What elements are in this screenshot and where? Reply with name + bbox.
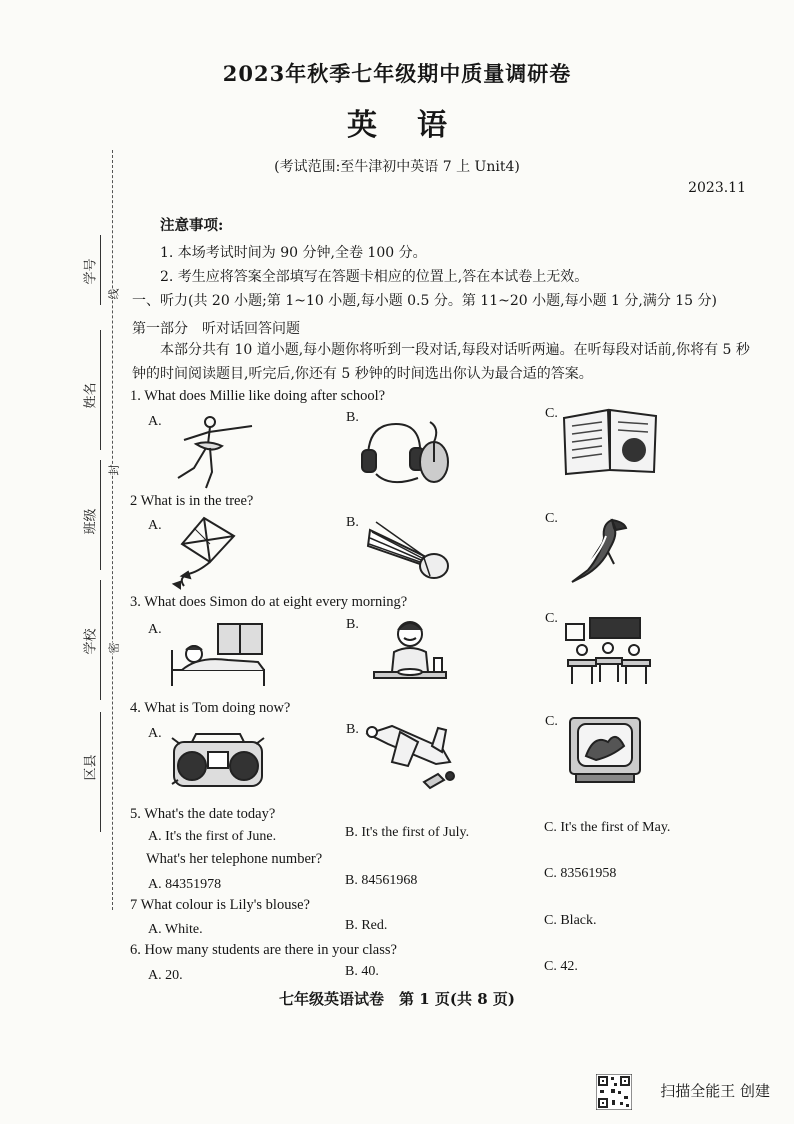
option: B. Red. (345, 918, 388, 933)
option-label: A. (148, 518, 162, 533)
part-heading: 第一部分 听对话回答问题 (132, 321, 300, 337)
district-line (100, 712, 101, 832)
question-4 (130, 700, 290, 717)
question-1 (130, 388, 385, 405)
shuttlecock-icon (364, 516, 454, 582)
class-label: 班级 (83, 508, 99, 535)
option: A. 20. (148, 968, 183, 983)
name-line (100, 330, 101, 450)
option: C. 42. (544, 959, 578, 974)
question-number: 1. (130, 388, 141, 404)
name-label: 姓名 (83, 382, 99, 409)
option: B. 40. (345, 964, 379, 979)
class-line (100, 460, 101, 570)
note-item: 2. 考生应将答案全部填写在答题卡相应的位置上,答在本试卷上无效。 (160, 269, 589, 285)
seal-char-seal: 封 (107, 464, 121, 476)
district-label: 区县 (83, 754, 99, 781)
question-number: 7 (130, 897, 138, 913)
option-label: A. (148, 414, 162, 429)
option: B. It's the first of July. (345, 825, 470, 840)
option-label: A. (148, 726, 162, 741)
question-text: What does Millie like doing after school? (144, 388, 386, 404)
exam-scope: (考试范围:至牛津初中英语 7 上 Unit4) (274, 159, 520, 175)
question-8 (130, 942, 397, 959)
option: B. 84561968 (345, 873, 418, 888)
option: C. Black. (544, 913, 597, 928)
option-label: C. (545, 714, 558, 729)
school-line (100, 580, 101, 700)
open-book-icon (560, 404, 660, 476)
notes-title: 注意事项: (160, 217, 224, 234)
question-7 (130, 897, 310, 914)
option: A. It's the first of June. (148, 829, 277, 844)
note-item: 1. 本场考试时间为 90 分钟,全卷 100 分。 (160, 245, 427, 261)
option-label: C. (545, 406, 558, 421)
page-footer: 七年级英语试卷 第 1 页(共 8 页) (279, 990, 515, 1008)
option-label: A. (148, 622, 162, 637)
boy-in-bed-icon (168, 620, 268, 690)
qr-code-icon (596, 1074, 632, 1110)
question-text: What is in the tree? (140, 493, 254, 509)
question-number: 5. (130, 806, 141, 822)
option: C. 83561958 (544, 866, 617, 881)
section-heading: 一、听力(共 20 小题;第 1~10 小题,每小题 0.5 分。第 11~20 小题,每小题 1 分,满分 15 分) (132, 293, 718, 309)
option: A. 84351978 (148, 877, 222, 892)
question-3 (130, 594, 407, 611)
exam-title: 2023年秋季七年级期中质量调研卷 (222, 61, 572, 86)
option-label: B. (346, 617, 359, 632)
student-id-line (100, 235, 101, 305)
scanner-watermark: 扫描全能王 创建 (660, 1082, 770, 1100)
classroom-icon (560, 614, 656, 686)
option: A. White. (148, 922, 203, 937)
question-text: What colour is Lily's blouse? (140, 897, 310, 913)
question-2 (130, 493, 253, 510)
option-label: B. (346, 515, 359, 530)
option-label: B. (346, 722, 359, 737)
question-text: What is Tom doing now? (144, 700, 291, 716)
television-icon (566, 712, 646, 784)
question-text: What's her telephone number? (146, 851, 323, 867)
school-label: 学校 (83, 628, 99, 655)
toy-plane-icon (362, 718, 462, 792)
binding-line (112, 150, 114, 910)
option-label: B. (346, 410, 359, 425)
question-text: What does Simon do at eight every morning? (144, 594, 408, 610)
exam-subject: 英语 (347, 108, 487, 143)
option-label: C. (545, 611, 558, 626)
question-number: 2 (130, 493, 138, 509)
question-5 (130, 806, 275, 823)
headphones-mouse-icon (360, 418, 456, 490)
question-number: 3. (130, 594, 141, 610)
question-number: 4. (130, 700, 141, 716)
question-text: What's the date today? (144, 806, 276, 822)
instructions: 本部分共有 10 道小题,每小题你将听到一段对话,每段对话听两遍。在听每段对话前,你将有 5 秒钟的时间阅读题目,听完后,你还有 5 秒钟的时间选出你认为最合适的答案。 (132, 342, 750, 382)
kite-icon (164, 514, 244, 590)
radio-icon (170, 730, 266, 792)
question-6 (146, 851, 322, 868)
question-number: 6. (130, 942, 141, 958)
boy-eating-breakfast-icon (370, 616, 450, 686)
student-id-label: 学号 (83, 258, 99, 285)
ballet-dancer-icon (166, 412, 256, 490)
seal-char-line: 线 (107, 288, 121, 300)
option: C. It's the first of May. (544, 820, 671, 835)
seal-char-secret: 密 (107, 642, 121, 654)
bird-icon (566, 512, 630, 584)
exam-date: 2023.11 (688, 180, 746, 196)
question-text: How many students are there in your class? (144, 942, 397, 958)
option-label: C. (545, 511, 558, 526)
